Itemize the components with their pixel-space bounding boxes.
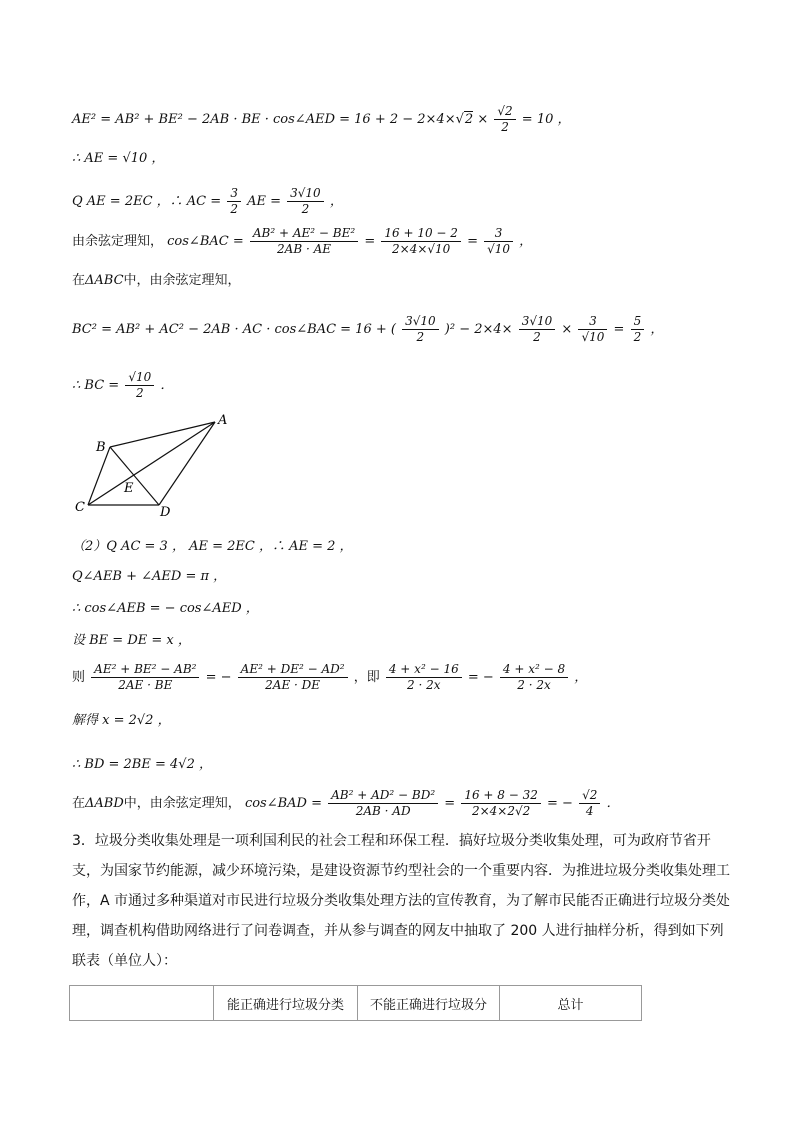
- segment-cb: [88, 447, 110, 505]
- numerator: AB² + AE² − BE²: [250, 226, 358, 242]
- denominator: 2: [416, 330, 425, 344]
- point-label-c: C: [75, 500, 85, 515]
- triangle-name: ΔABC: [85, 273, 124, 288]
- eq-text: ，: [650, 322, 664, 337]
- point-label-e: E: [124, 481, 134, 496]
- denominator: 2×4×√10: [392, 242, 451, 256]
- numerator: 4 + x² − 8: [500, 662, 568, 678]
- eq-text: AE =: [247, 194, 281, 209]
- fraction: [381, 226, 461, 257]
- denominator: 2 · 2x: [407, 678, 441, 692]
- denominator: 2 · 2x: [517, 678, 551, 692]
- eq-text: = −: [467, 670, 494, 685]
- eq-text: Q AE = 2EC ，∴ AC =: [72, 194, 222, 209]
- part2-line6: 解得 x = 2√2 ，: [72, 713, 171, 728]
- denominator: 2AE · BE: [118, 678, 173, 692]
- numerator: 3√10: [402, 314, 439, 330]
- denominator: 2: [501, 120, 509, 134]
- text: 在: [72, 273, 86, 288]
- segment-ca: [88, 422, 215, 505]
- text-line: [72, 272, 241, 290]
- part2-line1: （2）Q AC = 3 ， AE = 2EC ，∴ AE = 2 ，: [72, 539, 353, 554]
- text: 由余弦定理知，: [72, 234, 164, 249]
- numerator: 5: [631, 314, 645, 330]
- fraction: [250, 226, 358, 257]
- denominator: 4: [585, 804, 594, 818]
- problem-3-text: 3．垃圾分类收集处理是一项利国利民的社会工程和环保工程．搞好垃圾分类收集处理，可为政府节省开支，为国家节约能源，减少环境污染，是建设资源节约型社会的一个重要内容．为推进垃圾分类收集处理工作，A 市通过多种渠道对市民进行垃圾分类收集处理方法的宣传教育，为了解市民能否正确进行垃圾分类处理，调查机构借助网络进行了问卷调查，并从参与调查的网友中抽取了 200 人进行抽样分析，得到如下列联表（单位人）：: [72, 833, 731, 969]
- numerator: AE² + BE² − AB²: [91, 662, 199, 678]
- denominator: 2: [301, 202, 310, 216]
- equation-bc-squared: [72, 314, 663, 345]
- table-header-cell: 不能正确进行垃圾分: [358, 986, 500, 1021]
- denominator: √10: [581, 330, 605, 344]
- text: 中，由余弦定理知，: [123, 273, 241, 288]
- part2-line8: 在ΔABD中，由余弦定理知， cos∠BAD = $\frac{\text{AB² + AD² − BD²}}{2AB \cdot AD}$ = $\frac{16 + 8 - 32}{2\times 4\times 2√2}$ = − $\frac{√2}{4}$ ．: [72, 788, 620, 818]
- fraction: [484, 226, 513, 257]
- numerator: 3: [578, 314, 607, 330]
- fraction: [631, 314, 645, 345]
- numerator: 3√10: [287, 186, 324, 202]
- fraction: [494, 104, 515, 135]
- equation-cos-bac: 由余弦定理知， cos∠BAC = $\frac{\text{AB² + AE² − BE²}}{2AB \cdot AE}$ = $\frac{16 + 10 - 2}{2\times 4\times√10}$ = $\frac{3}{√10}$ ，: [72, 226, 533, 256]
- geometry-figure: [72, 410, 242, 520]
- eq-text: cos∠BAD =: [244, 796, 322, 811]
- fraction: [328, 788, 438, 819]
- table-header-cell: 能正确进行垃圾分类: [214, 986, 358, 1021]
- segment-ad: [159, 422, 215, 505]
- fraction: [579, 788, 600, 819]
- part2-line5: [72, 662, 587, 693]
- table-header-row: [70, 986, 642, 1021]
- equation-bc: [72, 370, 173, 401]
- numerator: 3√10: [519, 314, 556, 330]
- numerator: 3: [484, 226, 513, 242]
- fraction: [578, 314, 607, 345]
- eq-text: ∴ BC =: [72, 378, 120, 393]
- eq-text: ，: [574, 670, 588, 685]
- eq-text: BC² = AB² + AC² − 2AB · AC · cos∠BAC = 16 + (: [72, 322, 396, 337]
- numerator: 4 + x² − 16: [386, 662, 462, 678]
- denominator: 2AE · DE: [265, 678, 321, 692]
- eq-text: AE² = AB² + BE² − 2AB · BE · cos∠AED = 16 + 2 − 2×4×: [72, 112, 456, 127]
- fraction: [402, 314, 439, 345]
- sqrt-symbol: √: [455, 112, 464, 127]
- point-label-a: A: [218, 413, 228, 428]
- fraction: [386, 662, 462, 693]
- sqrt-content: 2: [464, 112, 474, 127]
- fraction: [125, 370, 154, 401]
- text: 中，由余弦定理知，: [123, 796, 241, 811]
- eq-text: ．: [160, 378, 174, 393]
- denominator: 2AB · AD: [355, 804, 411, 818]
- eq-text: cos∠BAC =: [167, 234, 244, 249]
- contingency-table: [69, 985, 642, 1021]
- part2-line2: Q∠AEB + ∠AED = π ，: [72, 569, 227, 584]
- denominator: 2: [533, 330, 541, 344]
- numerator: 16 + 10 − 2: [381, 226, 461, 242]
- numerator: AE² + DE² − AD²: [238, 662, 348, 678]
- part2-line7: ∴ BD = 2BE = 4√2 ，: [72, 757, 212, 772]
- eq-text: )² − 2×4×: [444, 322, 513, 337]
- fraction: [238, 662, 348, 693]
- eq-text: ，: [519, 234, 533, 249]
- eq-text: = −: [205, 670, 232, 685]
- numerator: AB² + AD² − BD²: [328, 788, 438, 804]
- eq-text: = −: [547, 796, 573, 811]
- equation-ae-squared: [72, 104, 571, 135]
- denominator: 2AB · AE: [277, 242, 332, 256]
- eq-text: ×: [561, 322, 573, 337]
- text: 则: [72, 670, 86, 685]
- point-label-d: D: [160, 505, 171, 520]
- eq-text: =: [613, 322, 625, 337]
- text: ，即: [353, 670, 380, 685]
- part2-line4: 设 BE = DE = x ，: [72, 633, 191, 648]
- denominator: √10: [487, 242, 511, 256]
- denominator: 2: [230, 202, 238, 216]
- fraction: [287, 186, 324, 217]
- table-header-cell: [70, 986, 214, 1021]
- part2-line3: ∴ cos∠AEB = − cos∠AED ，: [72, 601, 259, 616]
- numerator: √2: [579, 788, 600, 804]
- denominator: 2×4×2√2: [471, 804, 531, 818]
- point-label-b: B: [96, 440, 106, 455]
- eq-text: = 10 ，: [521, 112, 571, 127]
- fraction: [500, 662, 568, 693]
- triangle-name: ΔABD: [85, 796, 124, 811]
- fraction: [519, 314, 556, 345]
- fraction: [227, 186, 241, 217]
- numerator: 3: [227, 186, 241, 202]
- fraction: [461, 788, 541, 819]
- fraction: [91, 662, 199, 693]
- eq-text: ，: [329, 194, 343, 209]
- eq-text: ．: [606, 796, 620, 811]
- segment-bd: [110, 447, 159, 505]
- numerator: 16 + 8 − 32: [461, 788, 541, 804]
- segment-ba: [110, 422, 215, 447]
- eq-text: ×: [477, 112, 489, 127]
- denominator: 2: [633, 330, 642, 344]
- equation-ac: [72, 186, 343, 217]
- numerator: √10: [125, 370, 154, 386]
- numerator: √2: [494, 104, 515, 120]
- equation-ae: ∴ AE = √10 ，: [72, 151, 165, 166]
- table-header-cell: 总计: [500, 986, 642, 1021]
- text: 在: [72, 796, 86, 811]
- denominator: 2: [135, 386, 144, 400]
